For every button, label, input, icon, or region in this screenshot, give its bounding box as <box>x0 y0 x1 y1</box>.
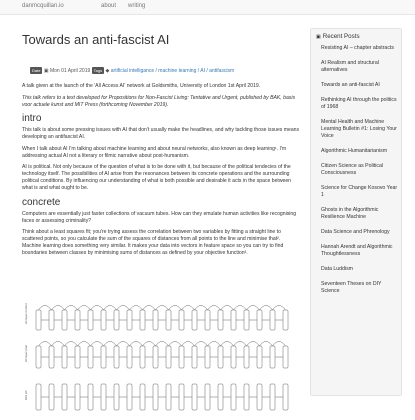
skip-arc <box>195 342 208 347</box>
layer-block <box>114 384 119 410</box>
skip-arc <box>143 342 156 347</box>
date-badge: Date <box>32 68 41 73</box>
skip-arc <box>65 306 78 311</box>
layer-block <box>257 310 262 330</box>
layer-block <box>192 384 197 410</box>
network-diagram <box>22 296 298 415</box>
recent-posts-list <box>321 45 399 303</box>
layer-block <box>179 384 184 410</box>
layer-block <box>218 310 223 330</box>
tags-badge: Tags <box>93 68 103 73</box>
layer-block <box>244 384 249 410</box>
skip-arc <box>169 342 182 347</box>
note-paragraph: This talk refers to a text developed for Propositions for Non-Fascist Living: Tentative and Urgent, published by BAK, basis voor actuele kunst and MIT Press (forthcoming November 2019). <box>22 94 296 108</box>
recent-post-link[interactable]: Seventeen Theses on DIY Science <box>321 281 382 294</box>
recent-posts-heading-text: Recent Posts <box>322 33 360 40</box>
layer-block <box>140 310 145 330</box>
section-heading-intro: intro <box>22 113 42 124</box>
layer-block <box>270 310 275 330</box>
layer-block <box>218 346 223 368</box>
layer-block <box>153 384 158 410</box>
skip-arc <box>273 342 286 347</box>
layer-block <box>140 346 145 368</box>
recent-post-link[interactable]: Rethinking AI through the politics of 1968 <box>321 97 397 110</box>
post-tags-links[interactable]: artificial intelligance / machine learning / AI / antifascism <box>110 67 235 74</box>
figure-label-top: 2d layer nnnnet <box>24 303 28 324</box>
recent-posts-heading <box>316 33 360 40</box>
page-title: Towards an anti-fascist AI <box>22 32 170 47</box>
figure-label-bot: GIS 2d <box>24 390 28 400</box>
layer-block <box>127 310 132 330</box>
layer-block <box>153 346 158 368</box>
nav-about-link[interactable]: about <box>101 3 117 9</box>
recent-post-link[interactable]: Data Luddism <box>321 266 354 272</box>
skip-arc <box>260 306 273 311</box>
recent-post-link[interactable]: Citizen Science as Political Consciousness <box>321 163 383 176</box>
layer-block <box>36 384 41 410</box>
skip-arc <box>156 306 169 311</box>
layer-block <box>166 310 171 330</box>
layer-block <box>49 346 54 368</box>
top-navbar <box>0 0 415 15</box>
layer-block <box>205 384 210 410</box>
recent-post-link[interactable]: Resisting AI – chapter abstracts <box>321 45 394 51</box>
skip-arc <box>169 306 182 311</box>
recent-post-link[interactable]: Hannah Arendt and Algorithmic Thoughtlessness <box>321 244 393 257</box>
layer-block <box>231 310 236 330</box>
layer-block <box>244 310 249 330</box>
layer-block <box>283 346 288 368</box>
layer-block <box>49 310 54 330</box>
layer-block <box>101 384 106 410</box>
layer-block <box>153 310 158 330</box>
calendar-icon: ▣ <box>43 67 49 74</box>
recent-posts-panel <box>310 28 402 396</box>
layer-block <box>140 384 145 410</box>
recent-post-link[interactable]: Data Science and Phrenology <box>321 229 390 235</box>
layer-block <box>257 384 262 410</box>
layer-block <box>36 346 41 368</box>
layer-block <box>75 310 80 330</box>
layer-block <box>244 346 249 368</box>
skip-arc <box>260 342 273 347</box>
tag-icon: ◆ <box>105 67 110 74</box>
paragraph: When I talk about AI I'm talking about machine learning and about neural networks, also known as deep learning¹. I'm addressing actual AI not a literary or filmic narrative about post-humanism. <box>22 145 287 159</box>
layer-block <box>166 346 171 368</box>
nav-writing-link[interactable]: writing <box>128 3 146 9</box>
layer-block <box>283 384 288 410</box>
layer-block <box>62 384 67 410</box>
skip-arc <box>247 306 260 311</box>
skip-arc <box>52 342 65 347</box>
layer-block <box>192 310 197 330</box>
layer-block <box>62 310 67 330</box>
neural-network-figure <box>22 296 298 415</box>
layer-block <box>218 384 223 410</box>
article <box>22 32 300 262</box>
skip-arc <box>78 306 91 311</box>
skip-arc <box>221 342 234 347</box>
layer-block <box>127 346 132 368</box>
layer-block <box>270 346 275 368</box>
skip-arc <box>234 306 247 311</box>
skip-arc <box>208 342 221 347</box>
layer-block <box>88 384 93 410</box>
skip-arc <box>195 306 208 311</box>
layer-block <box>62 346 67 368</box>
layer-block <box>270 384 275 410</box>
recent-post-link[interactable]: Science for Change Kosovo Year 1 <box>321 185 398 198</box>
layer-block <box>127 384 132 410</box>
skip-arc <box>91 342 104 347</box>
layer-block <box>101 346 106 368</box>
skip-arc <box>39 306 52 311</box>
layer-block <box>283 310 288 330</box>
skip-arc <box>208 306 221 311</box>
layer-block <box>75 346 80 368</box>
skip-arc <box>130 306 143 311</box>
recent-post-link[interactable]: Ghosts in the Algorithmic Resilience Machine <box>321 207 379 220</box>
site-brand-link[interactable]: danmcquillan.io <box>22 3 64 9</box>
calendar-icon: ▣ <box>316 34 321 40</box>
skip-arc <box>117 342 130 347</box>
skip-arc <box>117 306 130 311</box>
skip-arc <box>234 342 247 347</box>
layer-block <box>114 346 119 368</box>
section-heading-concrete: concrete <box>22 196 61 208</box>
skip-arc <box>221 306 234 311</box>
paragraph: AI is political. Not only because of the question of what is to be done with it, but because of the political tendecies of the technology itself. The possibilities of AI arise from the resonances between its concrete operations and the surrounding political conditions. By influencing our understanding of what is both possible and desirable it acts in the space between what is and what ought to be. <box>22 164 292 191</box>
skip-arc <box>182 342 195 347</box>
recent-post-link[interactable]: Algorithmic Humanitarianism <box>321 148 388 154</box>
skip-arc <box>130 342 143 347</box>
layer-block <box>179 310 184 330</box>
layer-block <box>192 346 197 368</box>
layer-block <box>166 384 171 410</box>
intro-paragraph: A talk given at the launch of the 'All Access AI' network at Goldsmiths, University of London 1st April 2019. <box>22 83 261 89</box>
layer-block <box>205 310 210 330</box>
layer-block <box>88 310 93 330</box>
recent-post-link[interactable]: Towards an anti-fascist AI <box>321 82 380 88</box>
paragraph: Computers are essentially just faster collections of vacuum tubes. How can they emulate human activities like recognising faces or assessing criminality? <box>22 210 297 224</box>
layer-block <box>88 346 93 368</box>
skip-arc <box>104 306 117 311</box>
skip-arc <box>143 306 156 311</box>
post-date: Mon 01 April 2019 <box>49 67 91 74</box>
layer-block <box>114 310 119 330</box>
layer-block <box>75 384 80 410</box>
layer-block <box>257 346 262 368</box>
recent-post-link[interactable]: AI Realism and structural alternatives <box>321 60 379 73</box>
paragraph: Think about a least squares fit; you're trying assess the correlation between two variables by fitting a straight line to scattered points, so you calculate the sum of the squares of distances from all points to the line and minimise that². Machine learning does something very similar. It makes your data into vectors in feature space so you can try to find boundaries between classes by minimising sums of distances as defined by your objective function³. <box>22 229 284 256</box>
figure-label-mid: 2d layer plan <box>24 344 28 362</box>
skip-arc <box>91 306 104 311</box>
skip-arc <box>182 306 195 311</box>
paragraph: This talk is about some pressing issues with AI that don't usually make the headlines, and why tackling those issues means developing an antifascist AI. <box>22 127 300 140</box>
skip-arc <box>247 342 260 347</box>
skip-arc <box>52 306 65 311</box>
layer-block <box>36 310 41 330</box>
post-meta <box>30 67 300 75</box>
layer-block <box>231 384 236 410</box>
skip-arc <box>78 342 91 347</box>
layer-block <box>49 384 54 410</box>
layer-block <box>231 346 236 368</box>
skip-arc <box>273 306 286 311</box>
skip-arc <box>104 342 117 347</box>
layer-block <box>101 310 106 330</box>
skip-arc <box>65 342 78 347</box>
recent-post-link[interactable]: Mental Health and Machine Learning Bulletin #1: Losing Your Voice <box>321 119 397 139</box>
skip-arc <box>39 342 52 347</box>
layer-block <box>179 346 184 368</box>
layer-block <box>205 346 210 368</box>
skip-arc <box>156 342 169 347</box>
